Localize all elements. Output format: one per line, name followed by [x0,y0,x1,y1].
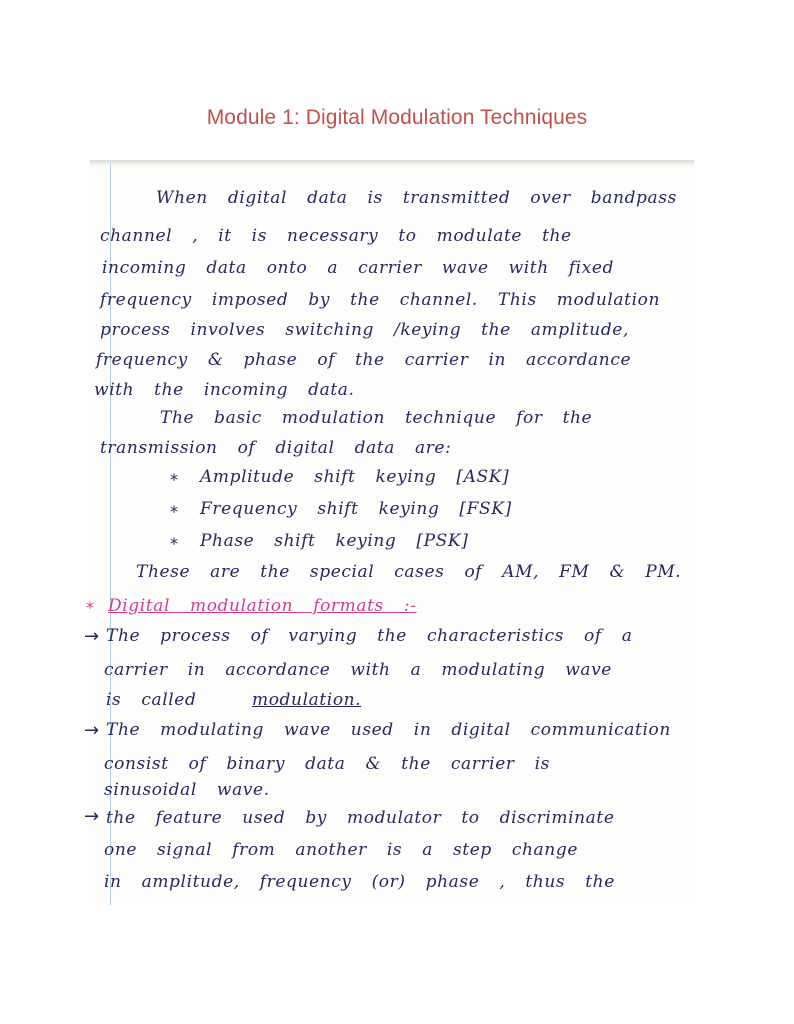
paragraph1-line4: frequency imposed by the channel. This modulation [100,290,660,310]
paragraph2-line2: transmission of digital data are: [100,438,452,458]
bullet-star: * [170,502,178,521]
paragraph2-line1: The basic modulation technique for the [160,408,593,428]
paragraph1-line7: with the incoming data. [94,380,355,400]
bullet1-line2: carrier in accordance with a modulating wave [104,660,612,680]
heading-star: * [86,598,94,617]
bullet3-line2: one signal from another is a step change [104,840,578,860]
scan-top-edge [90,160,694,166]
bullet2-line3: sinusoidal wave. [104,780,270,800]
paragraph1-line1: When digital data is transmitted over bandpass [156,188,677,208]
bullet1-line3: is called [106,690,197,710]
bullet1-line1: The process of varying the characteristics of a [106,626,633,646]
special-cases-line: These are the special cases of AM, FM & PM. [136,562,682,582]
paragraph1-line2: channel , it is necessary to modulate the [100,226,572,246]
technique-fsk: Frequency shift keying [FSK] [200,499,512,519]
bullet3-line1: the feature used by modulator to discriminate [106,808,615,828]
paragraph1-line6: frequency & phase of the carrier in accordance [96,350,632,370]
paragraph1-line3: incoming data onto a carrier wave with fixed [102,258,615,278]
bullet-arrow: → [84,806,100,827]
paragraph1-line5: process involves switching /keying the amplitude, [100,320,629,340]
page-title: Module 1: Digital Modulation Techniques [206,106,588,129]
technique-psk: Phase shift keying [PSK] [200,531,469,551]
bullet2-line2: consist of binary data & the carrier is [104,754,550,774]
bullet-arrow: → [84,626,100,647]
bullet-star: * [170,534,178,553]
bullet2-line1: The modulating wave used in digital communication [106,720,671,740]
section-heading: Digital modulation formats :- [108,596,417,616]
technique-ask: Amplitude shift keying [ASK] [200,467,510,487]
bullet1-term-modulation: modulation. [252,690,362,710]
bullet-star: * [170,470,178,489]
bullet3-line3: in amplitude, frequency (or) phase , thus the [104,872,615,892]
handwritten-notes-scan [84,160,694,905]
bullet-arrow: → [84,720,100,741]
